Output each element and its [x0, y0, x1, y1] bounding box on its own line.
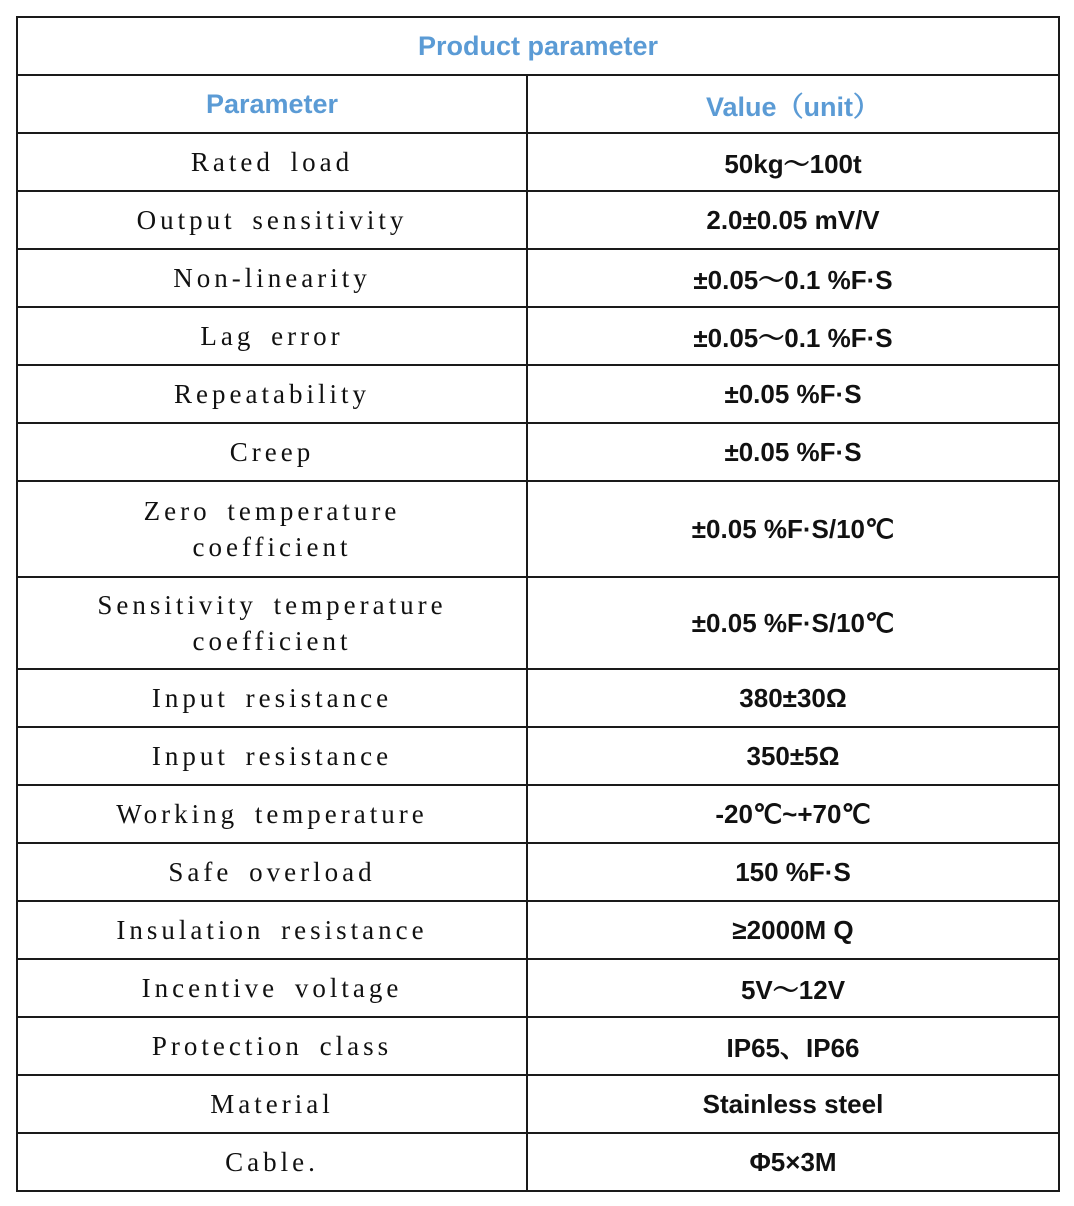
parameter-cell — [17, 1075, 527, 1133]
table-row — [17, 727, 1059, 785]
value-cell: ±0.05 %F·S/10℃ — [527, 481, 1059, 577]
value-cell: IP65、IP66 — [527, 1017, 1059, 1075]
value-cell: ±0.05～0.1 %F·S — [527, 249, 1059, 307]
parameter-label: Input resistance — [151, 741, 393, 771]
value-cell: Φ5×3M — [527, 1133, 1059, 1191]
parameter-cell — [17, 423, 527, 481]
value-cell: 2.0±0.05 mV/V — [527, 191, 1059, 249]
parameter-label: Input resistance — [151, 683, 393, 713]
parameter-cell — [17, 785, 527, 843]
value-cell: ≥2000M Q — [527, 901, 1059, 959]
parameter-cell — [17, 843, 527, 901]
parameter-label: Lag error — [200, 321, 344, 351]
table-row — [17, 959, 1059, 1017]
parameter-cell — [17, 727, 527, 785]
parameter-label: Insulation resistance — [116, 915, 428, 945]
parameter-label: Working temperature — [116, 799, 428, 829]
parameter-cell — [17, 577, 527, 669]
parameter-label: Sensitivity temperature coefficient — [97, 590, 447, 656]
parameter-label: Protection class — [151, 1031, 393, 1061]
column-header-parameter: Parameter — [17, 75, 527, 133]
table-row — [17, 1133, 1059, 1191]
parameter-label: Cable. — [225, 1147, 319, 1177]
table-row — [17, 307, 1059, 365]
parameter-label: Incentive voltage — [141, 973, 403, 1003]
parameter-cell — [17, 1017, 527, 1075]
value-cell: ±0.05～0.1 %F·S — [527, 307, 1059, 365]
parameter-cell — [17, 1133, 527, 1191]
parameter-label: Output sensitivity — [136, 205, 408, 235]
parameter-label: Repeatability — [174, 379, 370, 409]
value-cell: ±0.05 %F·S/10℃ — [527, 577, 1059, 669]
parameter-cell — [17, 365, 527, 423]
parameter-cell — [17, 191, 527, 249]
value-cell: 350±5Ω — [527, 727, 1059, 785]
parameter-label: Rated load — [190, 147, 354, 177]
parameter-label: Creep — [229, 437, 315, 467]
table-row — [17, 669, 1059, 727]
value-cell: 5V～12V — [527, 959, 1059, 1017]
parameter-cell — [17, 249, 527, 307]
value-cell: ±0.05 %F·S — [527, 423, 1059, 481]
table-row — [17, 191, 1059, 249]
table-row — [17, 901, 1059, 959]
parameter-cell — [17, 133, 527, 191]
product-parameter-table — [16, 16, 1060, 1192]
parameter-cell — [17, 307, 527, 365]
column-header-value: Value（unit） — [527, 75, 1059, 133]
table-row — [17, 843, 1059, 901]
table-row — [17, 577, 1059, 669]
table-header-row — [17, 75, 1059, 133]
table-row — [17, 423, 1059, 481]
parameter-cell — [17, 481, 527, 577]
parameter-cell — [17, 669, 527, 727]
table-row — [17, 249, 1059, 307]
value-cell: 150 %F·S — [527, 843, 1059, 901]
table-row — [17, 481, 1059, 577]
parameter-label: Zero temperature coefficient — [143, 496, 401, 562]
table-title-row — [17, 17, 1059, 75]
parameter-cell — [17, 901, 527, 959]
table-row — [17, 785, 1059, 843]
parameter-label: Non-linearity — [173, 263, 371, 293]
table-row — [17, 133, 1059, 191]
value-cell: 380±30Ω — [527, 669, 1059, 727]
parameter-cell — [17, 959, 527, 1017]
table-row — [17, 365, 1059, 423]
value-cell: ±0.05 %F·S — [527, 365, 1059, 423]
table-row — [17, 1017, 1059, 1075]
value-cell: 50kg～100t — [527, 133, 1059, 191]
parameter-label: Material — [210, 1089, 334, 1119]
parameter-label: Safe overload — [168, 857, 376, 887]
table-title: Product parameter — [17, 17, 1059, 75]
value-cell: Stainless steel — [527, 1075, 1059, 1133]
value-cell: -20℃~+70℃ — [527, 785, 1059, 843]
table-row — [17, 1075, 1059, 1133]
